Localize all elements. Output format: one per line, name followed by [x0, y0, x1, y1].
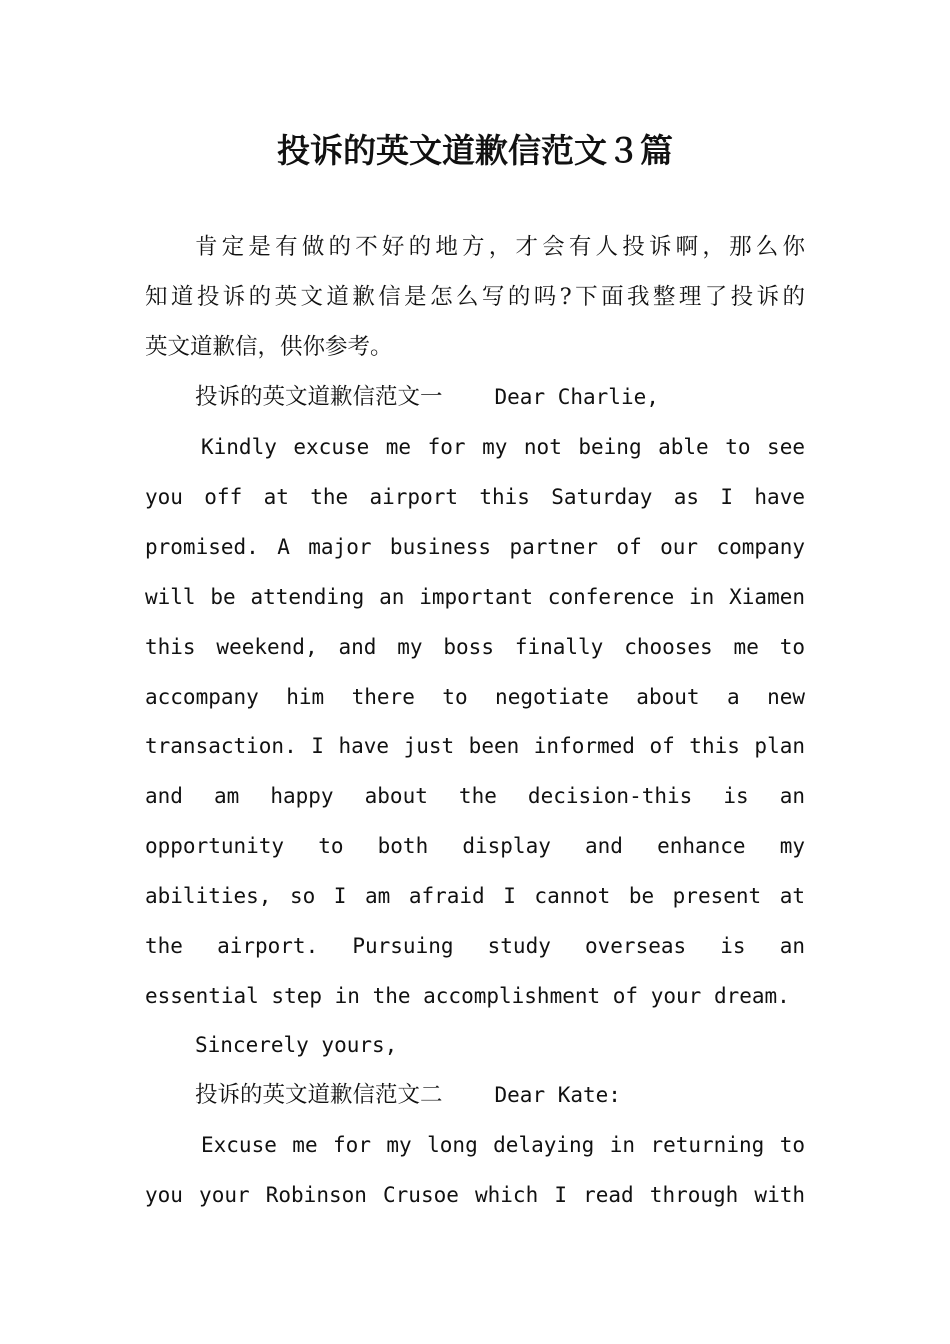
letter2-salutation: Dear Kate:: [494, 1083, 621, 1107]
letter1-closing: Sincerely yours,: [195, 1033, 398, 1057]
letter1-body-line-2: you off at the airport this Saturday as I have: [145, 485, 805, 509]
letter1-body-line-6: accompany him there to negotiate about a new: [145, 685, 805, 709]
letter2-body-line-2: you your Robinson Crusoe which I read through with: [145, 1183, 805, 1207]
document-title: 投诉的英文道歉信范文３篇: [277, 131, 673, 170]
letter2-heading: 投诉的英文道歉信范文二: [195, 1082, 443, 1108]
letter1-body-line-7: transaction. I have just been informed of this plan: [145, 734, 805, 758]
intro-line-3: 英文道歉信，供你参考。: [145, 334, 393, 360]
letter1-body-line-9: opportunity to both display and enhance my: [145, 834, 805, 858]
letter1-salutation: Dear Charlie,: [494, 385, 659, 409]
intro-line-2: 知道投诉的英文道歉信是怎么写的吗?下面我整理了投诉的: [145, 284, 805, 310]
letter1-body-line-5: this weekend, and my boss finally chooses me to: [145, 635, 805, 659]
letter1-body-line-8: and am happy about the decision-this is an: [145, 784, 805, 808]
letter2-heading-line: [195, 1070, 805, 1120]
letter2-body-line-1: Excuse me for my long delaying in returning to: [201, 1133, 805, 1157]
letter1-body-line-4: will be attending an important conference in Xiamen: [145, 585, 805, 609]
intro-line-1: 肯定是有做的不好的地方，才会有人投诉啊，那么你: [195, 234, 805, 260]
letter1-body-line-10: abilities, so I am afraid I cannot be present at: [145, 884, 805, 908]
letter1-heading-line: [195, 372, 805, 422]
letter1-body-line-1: Kindly excuse me for my not being able to see: [201, 435, 805, 459]
letter1-body-line-12: essential step in the accomplishment of your dream.: [145, 984, 790, 1008]
letter1-heading: 投诉的英文道歉信范文一: [195, 384, 443, 410]
letter1-body-line-11: the airport. Pursuing study overseas is an: [145, 934, 805, 958]
letter1-body-line-3: promised. A major business partner of our company: [145, 535, 805, 559]
